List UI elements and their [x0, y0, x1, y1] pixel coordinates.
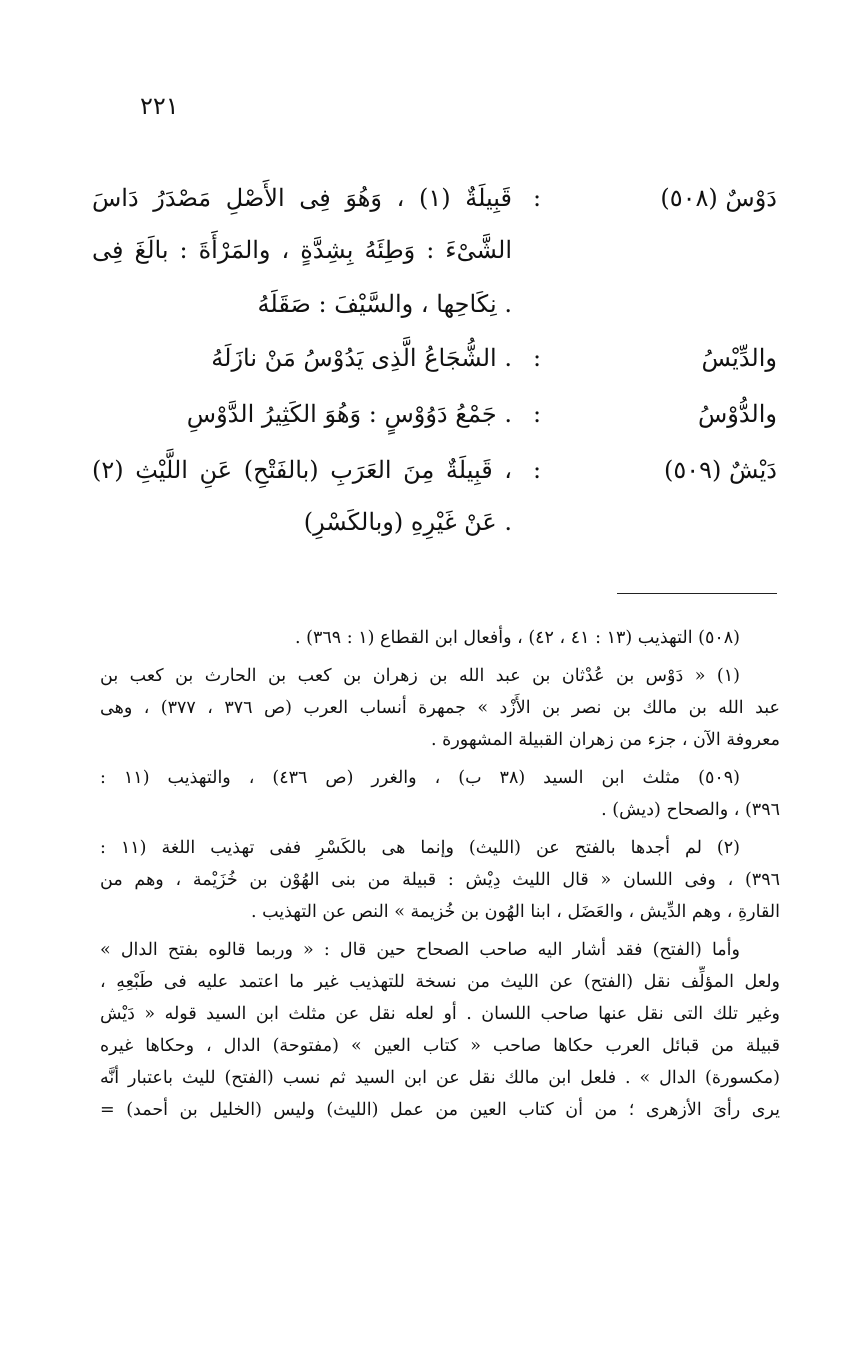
- footnote: [100, 660, 780, 756]
- footnote-line: قبيلة من قبائل العرب حكاها صاحب « كتاب العين » (مفتوحة) الدال ، وحكاها غيره: [100, 1036, 780, 1056]
- footnote-line: (مكسورة) الدال » . فلعل ابن مالك نقل عن ابن السيد ثم نسب (الفتح) لليث باعتبار أنَّه: [100, 1068, 780, 1088]
- footnote-line: ولعل المؤلِّف نقل (الفتح) عن الليث من نسخة للتهذيب غير ما اعتمد عليه فى طَبْعِهِ ،: [100, 972, 780, 992]
- footnote: [100, 622, 780, 654]
- footnote-line: (٥٠٩) مثلث ابن السيد (٣٨ ب) ، والغرر (ص ٤٣٦) ، والتهذيب (١١ :: [100, 768, 740, 788]
- entry-definition-line: الشُّجَاعُ الَّذِى يَدُوْسُ مَنْ نازَلَهُ .: [211, 344, 512, 372]
- entry-headword: والدُّوْسُ: [697, 400, 777, 428]
- footnotes: [100, 622, 780, 1132]
- entry-headword: (٥٠٨) دَوْسٌ: [660, 184, 777, 212]
- entry-colon: :: [532, 184, 542, 212]
- entry-definition-line: نِكَاحِها ، والسَّيْفَ : صَقَلَهُ .: [257, 290, 512, 318]
- footnote-line: ٣٩٦) ، والصحاح (ديش) .: [601, 800, 780, 820]
- footnote-line: معروفة الآن ، جزء من زهران القبيلة المشهورة .: [431, 730, 780, 750]
- footnote: [100, 934, 780, 1126]
- entry-colon: :: [532, 400, 542, 428]
- entry-definition-line: قَبِيلَةٌ (١) ، وَهُوَ فِى الأَصْلِ مَصْدَرُ دَاسَ: [92, 184, 513, 212]
- footnote-line: وغير تلك التى نقل عنها صاحب اللسان . أو لعله نقل عن مثلث ابن السيد قوله « دَيْش: [100, 1004, 780, 1024]
- footnote: [100, 762, 780, 826]
- entry-definition-line: (وبالكَسْرِ) عَنْ غَيْرِهِ .: [303, 508, 512, 536]
- entry-definition-line: قَبِيلَةٌ مِنَ العَرَبِ (بالفَتْحِ) عَنِ اللَّيْثِ (٢) ،: [92, 456, 513, 484]
- footnote-line: (٢) لم أجدها بالفتح عن (الليث) وإنما هى بالكَسْرِ ففى تهذيب اللغة (١١ :: [100, 838, 740, 858]
- footnote-line: (١) « دَوْس بن عُدْثان بن عبد الله بن زهران بن كعب بن الحارث بن كعب بن: [100, 666, 740, 686]
- entry-headword: والدِّيْسُ: [701, 344, 777, 372]
- footnote: [100, 832, 780, 928]
- entry-colon: :: [532, 456, 542, 484]
- footnote-line: (٥٠٨) التهذيب (١٣ : ٤١ ، ٤٢) ، وأفعال ابن القطاع (١ : ٣٦٩) .: [295, 628, 740, 648]
- entry-headword: (٥٠٩) دَيْشٌ: [663, 456, 777, 484]
- footnote-line: يرى رأىَ الأزهرى ؛ من أن كتاب العين من عمل (الليث) وليس (الخليل بن أحمد) =: [100, 1100, 780, 1120]
- page-number: ٢٢١: [140, 92, 179, 120]
- entry-definition-line: الشَّىْءَ : وَطِئَهُ بِشِدَّةٍ ، والمَرْأَةَ : بالَغَ فِى: [92, 236, 512, 264]
- footnote-line: ٣٩٦) ، وفى اللسان « قال الليث دِيْش : قبيلة من بنى الهُوْن بن خُزَيْمة ، وهم من: [100, 870, 780, 890]
- footnote-separator: [617, 593, 777, 594]
- footnote-line: عبد الله بن مالك بن نصر بن الأَزْد » جمهرة أنساب العرب (ص ٣٧٦ ، ٣٧٧) ، وهى: [100, 698, 780, 718]
- entry-definition-line: جَمْعُ دَوُوْسٍ : وَهُوَ الكَثِيرُ الدَّوْسِ .: [186, 400, 512, 428]
- entry-colon: :: [532, 344, 542, 372]
- footnote-line: وأما (الفتح) فقد أشار اليه صاحب الصحاح حين قال : « وربما قالوه بفتح الدال »: [100, 940, 740, 960]
- footnote-line: القارةِ ، وهم الدِّيش ، والعَضَل ، ابنا الهُون بن خُزيمة » النص عن التهذيب .: [250, 902, 780, 922]
